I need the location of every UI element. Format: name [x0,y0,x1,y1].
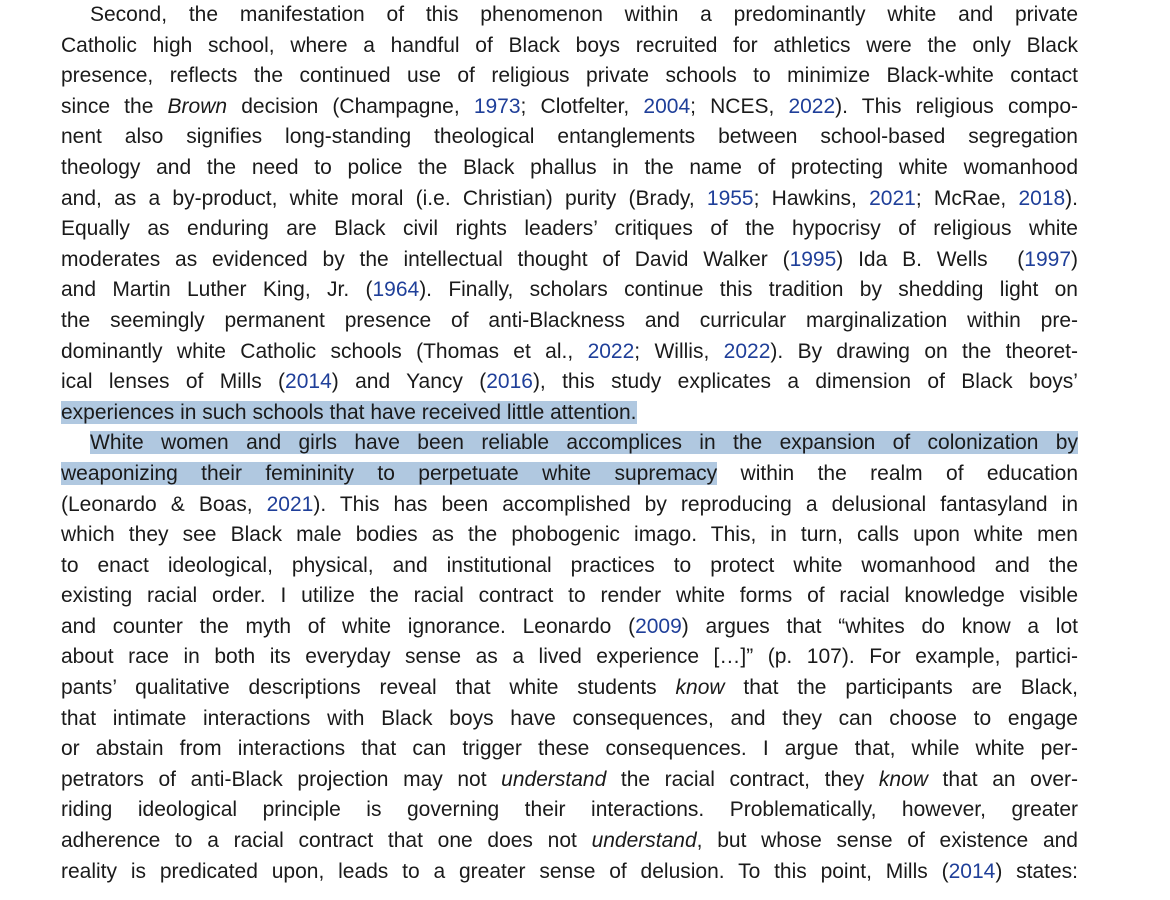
text-line [61,581,1078,612]
text-run: to enact ideological, physical, and institutional practices to protect white womanhood and the [61,553,1078,577]
text-run: that an over- [927,767,1079,791]
citation-year-link[interactable]: 2014 [285,370,332,394]
text-run: since the [61,94,168,118]
text-run: nent also signifies long-standing theological entanglements between school-based segregation [61,125,1078,149]
text-line [61,337,1078,368]
citation-year-link[interactable]: 1964 [372,278,420,302]
text-run: ; Willis, [634,339,724,363]
text-line [61,734,1078,765]
text-run: ). [1065,186,1078,210]
text-line [61,795,1078,826]
text-run: reality is predicated upon, leads to a greater sense of delusion. To this point, Mills ( [61,859,949,883]
text-line [61,490,1078,521]
highlighted-text: weaponizing their femininity to perpetuate white supremacy [61,461,718,485]
text-run: dominantly white Catholic schools (Thomas et al., [61,339,588,363]
citation-year-link[interactable]: 2021 [266,492,314,516]
text-line [61,61,1078,92]
text-line [61,398,1078,429]
citation-year-link[interactable]: 2022 [723,339,771,363]
text-run: the seemingly permanent presence of anti-Blackness and curricular marginalization within pre- [61,308,1078,332]
text-line [61,306,1078,337]
citation-year-link[interactable]: 2021 [869,186,916,210]
text-run: ) and Yancy ( [331,370,487,394]
text-run: adherence to a racial contract that one does not [61,829,592,853]
text-run: about race in both its everyday sense as a lived experience […]” (p. 107). For example, partici- [61,645,1078,669]
text-line [61,92,1078,123]
citation-year-link[interactable]: 1955 [706,186,754,210]
text-line [61,153,1078,184]
text-line [61,642,1078,673]
text-run: ). Finally, scholars continue this tradition by shedding light on [419,278,1078,302]
text-run: theology and the need to police the Black phallus in the name of protecting white womanhood [61,155,1078,179]
text-run: , but whose sense of existence and [696,829,1078,853]
text-line [61,275,1078,306]
italic-text: understand [501,767,607,791]
citation-year-link[interactable]: 2022 [587,339,635,363]
text-run: pants’ qualitative descriptions reveal that white students [61,676,676,700]
text-line [61,459,1078,490]
citation-year-link[interactable]: 2016 [486,370,533,394]
text-run: Second, the manifestation of this phenomenon within a predominantly white and private [90,3,1078,26]
text-run: (Leonardo & Boas, [61,492,267,516]
text-line [61,857,1078,888]
text-run: decision (Champagne, [227,94,474,118]
text-run: ; Clotfelter, [520,94,644,118]
text-run: ; NCES, [690,94,789,118]
citation-year-link[interactable]: 2009 [635,614,682,638]
text-run: ) states: [995,859,1078,883]
text-run: ), this study explicates a dimension of Black boys’ [532,370,1078,394]
text-run: that the participants are Black, [724,676,1078,700]
text-run: presence, reflects the continued use of religious private schools to minimize Black-white contact [61,64,1078,88]
citation-year-link[interactable]: 1973 [473,94,521,118]
text-run: or abstain from interactions that can trigger these consequences. I argue that, while white per- [61,737,1078,761]
text-run: ). This has been accomplished by reproducing a delusional fantasyland in [313,492,1079,516]
text-line [61,826,1078,857]
citation-year-link[interactable]: 1997 [1024,247,1071,271]
text-line [61,367,1078,398]
text-line [61,0,1078,31]
citation-year-link[interactable]: 2018 [1018,186,1066,210]
italic-text: know [675,676,725,700]
text-line [61,765,1078,796]
highlighted-text: White women and girls have been reliable accomplices in the expansion of colonization by [90,431,1078,455]
text-run: ) Ida B. Wells ( [836,247,1025,271]
text-run: existing racial order. I utilize the racial contract to render white forms of racial knowledge visible [61,584,1078,608]
text-run: the racial contract, they [606,767,879,791]
citation-year-link[interactable]: 2022 [788,94,836,118]
citation-year-link[interactable]: 2014 [948,859,996,883]
text-line [61,551,1078,582]
text-line [61,428,1078,459]
text-line [61,122,1078,153]
text-run: moderates as evidenced by the intellectual thought of David Walker ( [61,247,790,271]
citation-year-link[interactable]: 1995 [789,247,837,271]
text-line [61,184,1078,215]
italic-text: Brown [167,94,228,118]
text-run: that intimate interactions with Black boys have consequences, and they can choose to engage [61,706,1078,730]
text-run: Equally as enduring are Black civil rights leaders’ critiques of the hypocrisy of religious white [61,217,1078,241]
text-line [61,704,1078,735]
highlighted-text: experiences in such schools that have received little attention. [61,400,637,424]
text-line [61,520,1078,551]
text-line [61,31,1078,62]
text-run: petrators of anti-Black projection may not [61,767,502,791]
text-run: riding ideological principle is governing their interactions. Problematically, however, greater [61,798,1078,822]
text-run: ical lenses of Mills ( [61,370,286,394]
text-run: and, as a by-product, white moral (i.e. Christian) purity (Brady, [61,186,707,210]
text-line [61,612,1078,643]
text-run: ). By drawing on the theoret- [770,339,1078,363]
text-run: and Martin Luther King, Jr. ( [61,278,373,302]
text-line [61,214,1078,245]
text-run: which they see Black male bodies as the phobogenic imago. This, in turn, calls upon white men [61,523,1078,547]
text-line [61,245,1078,276]
text-line [61,673,1078,704]
paragraph [61,428,1078,887]
citation-year-link[interactable]: 2004 [643,94,691,118]
text-run: ; McRae, [915,186,1019,210]
text-run: Catholic high school, where a handful of Black boys recruited for athletics were the only Black [61,33,1078,57]
text-run: ) [1071,247,1078,271]
text-run: ). This religious compo- [835,94,1078,118]
italic-text: know [878,767,928,791]
body-text [61,0,1078,887]
text-run: and counter the myth of white ignorance. Leonardo ( [61,614,636,638]
text-run: ; Hawkins, [753,186,870,210]
text-run: ) argues that “whites do know a lot [681,614,1078,638]
text-run: within the realm of education [717,461,1078,485]
paragraph [61,0,1078,428]
italic-text: understand [591,829,697,853]
